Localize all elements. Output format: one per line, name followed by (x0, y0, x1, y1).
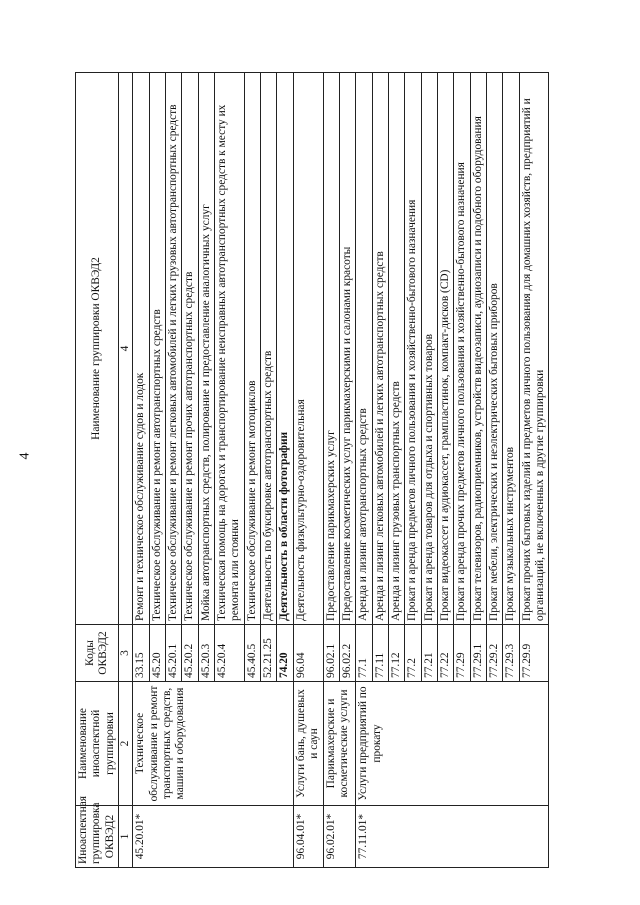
okved-name: Прокат видеокассет и аудиокассет, грампластинок, компакт-дисков (CD) (437, 73, 453, 625)
okved-name: Техническое обслуживание и ремонт мотоциклов (244, 73, 260, 625)
page-number: 4 (17, 452, 33, 460)
okved-name: Прокат телевизоров, радиоприемников, устройств видеозаписи, аудиозаписи и подобного оборудования (470, 73, 486, 625)
group-name: Парикмахерские и косметические услуги (323, 682, 356, 806)
okved-code: 77.29 (454, 625, 470, 682)
okved-name: Прокат и аренда товаров для отдыха и спортивных товаров (421, 73, 437, 625)
okved-name: Мойка автотранспортных средств, полирование и предоставление аналогичных услуг (198, 73, 214, 625)
group-name: Услуги предприятий по прокату (356, 682, 549, 806)
group-name: Техническое обслуживание и ремонт транспортных средств, машин и оборудования (133, 682, 293, 806)
table-row (133, 73, 149, 868)
table-row (356, 73, 372, 868)
okved-code: 96.04 (293, 625, 323, 682)
okved-name: Прокат и аренда предметов личного пользования и хозяйственно-бытового назначения (405, 73, 421, 625)
okved-name: Техническая помощь на дорогах и транспортирование неисправных автотранспортных средств к месту их ремонта или стоянки (215, 73, 245, 625)
okved-name: Аренда и лизинг грузовых транспортных средств (388, 73, 404, 625)
table-row (293, 73, 323, 868)
okved-name: Прокат музыкальных инструментов (503, 73, 519, 625)
okved-name: Техническое обслуживание и ремонт автотранспортных средств (149, 73, 165, 625)
column-number: 1 (119, 806, 133, 868)
okved-code: 45.20.1 (166, 625, 182, 682)
group-code: 77.11.01* (356, 806, 549, 868)
okved-name: Деятельность по буксировке автотранспортных средств (261, 73, 277, 625)
okved-name: Прокат и аренда прочих предметов личного пользования и хозяйственно-бытового назначения (454, 73, 470, 625)
okved-code: 33.15 (133, 625, 149, 682)
okved-code: 77.29.2 (486, 625, 502, 682)
okved-code: 45.20.4 (215, 625, 245, 682)
okved-code: 77.1 (356, 625, 372, 682)
okved-name: Прокат мебели, электрических и неэлектрических бытовых приборов (486, 73, 502, 625)
group-code: 96.04.01* (293, 806, 323, 868)
header-group-name: Наименование иноаспектной группировки (76, 682, 119, 806)
okved-table (75, 72, 549, 868)
okved-code: 77.11 (372, 625, 388, 682)
okved-code: 74.20 (277, 625, 293, 682)
okved-name: Предоставление парикмахерских услуг (323, 73, 339, 625)
okved-name: Деятельность в области фотографии (277, 73, 293, 625)
okved-name: Техническое обслуживание и ремонт легковых автомобилей и легких грузовых автотранспортных средств (166, 73, 182, 625)
okved-code: 52.21.25 (261, 625, 277, 682)
okved-code: 45.40.5 (244, 625, 260, 682)
header-okved-codes: Коды ОКВЭД2 (76, 625, 119, 682)
column-number-row (119, 73, 133, 868)
group-code: 45.20.01* (133, 806, 293, 868)
okved-name: Прокат прочих бытовых изделий и предметов личного пользования для домашних хозяйств, предприятий и организаций, не включенных в другие группировки (519, 73, 549, 625)
group-name: Услуги бань, душевых и саун (293, 682, 323, 806)
okved-code: 77.2 (405, 625, 421, 682)
okved-code: 77.29.3 (503, 625, 519, 682)
okved-name: Предоставление косметических услуг парикмахерскими и салонами красоты (339, 73, 355, 625)
okved-code: 45.20.3 (198, 625, 214, 682)
okved-name: Техническое обслуживание и ремонт прочих автотранспортных средств (182, 73, 198, 625)
okved-name: Аренда и лизинг легковых автомобилей и легких автотранспортных средств (372, 73, 388, 625)
okved-table-container (75, 72, 615, 868)
group-code: 96.02.01* (323, 806, 356, 868)
okved-code: 96.02.1 (323, 625, 339, 682)
header-group-code: Иноаспектная группировка ОКВЭД2 (76, 806, 119, 868)
header-okved-name: Наименование группировки ОКВЭД2 (76, 73, 119, 625)
okved-code: 77.29.9 (519, 625, 549, 682)
table-row (323, 73, 339, 868)
okved-code: 77.22 (437, 625, 453, 682)
header-row (76, 73, 119, 868)
okved-code: 96.02.2 (339, 625, 355, 682)
table-body (133, 73, 549, 868)
okved-code: 45.20.2 (182, 625, 198, 682)
okved-code: 45.20 (149, 625, 165, 682)
column-number: 2 (119, 682, 133, 806)
okved-name: Аренда и лизинг автотранспортных средств (356, 73, 372, 625)
okved-code: 77.12 (388, 625, 404, 682)
okved-code: 77.29.1 (470, 625, 486, 682)
okved-name: Ремонт и техническое обслуживание судов и лодок (133, 73, 149, 625)
okved-name: Деятельность физкультурно-оздоровительная (293, 73, 323, 625)
okved-code: 77.21 (421, 625, 437, 682)
column-number: 3 (119, 625, 133, 682)
column-number: 4 (119, 73, 133, 625)
